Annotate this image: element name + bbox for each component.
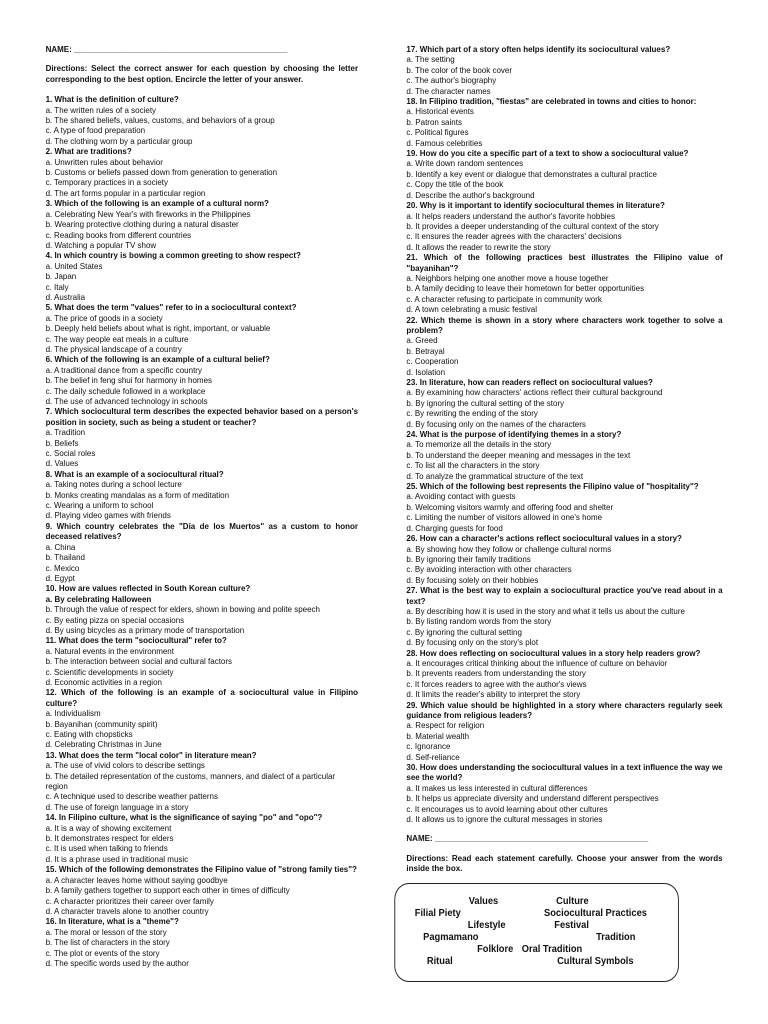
answer-option: a. The price of goods in a society (45, 312, 163, 323)
answer-option: d. Isolation (406, 366, 446, 377)
question-text: 27. What is the best way to explain a sociocultural practice you've read about in a text? (406, 585, 723, 606)
question-block (406, 252, 722, 314)
answer-option: d. Celebrating Christmas in June (45, 739, 162, 750)
answer-option: d. Watching a popular TV show (45, 239, 157, 250)
answer-option: b. A family deciding to leave their hometown for better opportunities (406, 283, 645, 294)
question-block (46, 354, 358, 406)
question-block (46, 750, 358, 812)
answer-option: b. A family gathers together to support each other in times of difficulty (45, 885, 290, 896)
answer-option: c. It forces readers to agree with the author's views (406, 678, 587, 689)
question-block (46, 250, 358, 302)
question-block (406, 429, 722, 481)
answer-option: c. Mexico (45, 562, 80, 573)
answer-option: b. By listing random words from the story (406, 616, 552, 627)
answer-option: a. It encourages critical thinking about the influence of culture on behavior (406, 657, 668, 668)
answer-option: d. It is a phrase used in traditional music (45, 853, 189, 864)
answer-option: d. Describe the author's background (406, 189, 535, 200)
answer-option: c. By rewriting the ending of the story (406, 408, 538, 419)
question-block (46, 146, 358, 198)
question-text: 15. Which of the following demonstrates the Filipino value of "strong family ties"? (45, 864, 357, 875)
question-text: 26. How can a character's actions reflect sociocultural values in a story? (406, 533, 682, 544)
answer-option: c. Wearing a uniform to school (45, 500, 154, 511)
answer-option: d. Self-reliance (406, 751, 460, 762)
answer-option: a. To memorize all the details in the story (406, 439, 552, 450)
question-list-right (406, 44, 722, 824)
question-text: 18. In Filipino tradition, "fiestas" are celebrated in towns and cities to honor: (406, 96, 697, 107)
question-text: 25. Which of the following best represents the Filipino value of "hospitality"? (406, 481, 699, 492)
answer-option: c. Ignorance (406, 741, 451, 752)
answer-option: c. Temporary practices in a society (45, 177, 169, 188)
question-text: 7. Which sociocultural term describes the expected behavior based on a person's position in society, such as being a student or teacher? (45, 406, 359, 427)
answer-option: a. By showing how they follow or challenge cultural norms (406, 543, 612, 554)
question-block (406, 148, 722, 200)
word-box-item: Values (468, 896, 499, 907)
answer-option: d. By using bicycles as a primary mode of transportation (45, 624, 245, 635)
answer-option: c. By ignoring the cultural setting (406, 626, 522, 637)
answer-option: a. It is a way of showing excitement (45, 822, 172, 833)
answer-option: c. A character refusing to participate in community work (406, 293, 602, 304)
question-block (46, 406, 358, 468)
question-text: 19. How do you cite a specific part of a text to show a sociocultural value? (406, 148, 689, 159)
answer-option: b. Monks creating mandalas as a form of meditation (45, 489, 230, 500)
answer-option: d. It allows us to ignore the cultural messages in stories (406, 814, 603, 825)
answer-option: a. Unwritten rules about behavior (45, 156, 163, 167)
question-text: 5. What does the term "values" refer to in a sociocultural context? (45, 302, 297, 313)
answer-option: d. Values (45, 458, 79, 469)
answer-option: a. Celebrating New Year's with fireworks in the Philippines (45, 208, 251, 219)
answer-option: c. The author's biography (406, 75, 497, 86)
word-box-item: Filial Piety (414, 908, 461, 919)
answer-option: a. By examining how characters' actions reflect their cultural background (406, 387, 663, 398)
question-block (46, 687, 358, 749)
question-text: 21. Which of the following practices best illustrates the Filipino value of "bayanihan"? (406, 252, 723, 273)
answer-option: a. Tradition (45, 427, 86, 438)
answer-option: c. Social roles (45, 448, 96, 459)
answer-option: b. To understand the deeper meaning and messages in the text (406, 449, 631, 460)
answer-option: d. It allows the reader to rewrite the story (406, 241, 551, 252)
answer-option: b. Customs or beliefs passed down from generation to generation (45, 167, 278, 178)
question-text: 10. How are values reflected in South Korean culture? (45, 583, 251, 594)
answer-option: a. The setting (406, 54, 455, 65)
answer-option: c. Scientific developments in society (45, 666, 174, 677)
question-text: 29. Which value should be highlighted in a story where characters regularly seek guidance from religious leaders? (406, 699, 723, 720)
question-block (46, 812, 358, 864)
answer-option: d. Economic activities in a region (45, 676, 162, 687)
question-block (46, 302, 358, 354)
question-text: 9. Which country celebrates the "Día de los Muertos" as a custom to honor deceased relatives? (45, 520, 359, 542)
answer-option: b. Welcoming visitors warmly and offering food and shelter (406, 501, 614, 512)
answer-option: a. By describing how it is used in the story and what it tells us about the culture (406, 605, 685, 616)
question-list-left (46, 94, 358, 968)
directions-text-2: Directions: Read each statement carefully. Choose your answer from the words inside the box. (406, 852, 723, 874)
question-block (406, 648, 722, 700)
answer-option: a. The use of vivid colors to describe settings (45, 760, 205, 771)
answer-option: b. It provides a deeper understanding of the cultural context of the story (406, 220, 659, 231)
answer-option: c. It is used when talking to friends (45, 843, 168, 854)
answer-option: b. Beliefs (45, 437, 79, 448)
answer-option: d. By focusing only on the names of the characters (406, 418, 586, 429)
answer-option: a. A character leaves home without saying goodbye (45, 874, 228, 885)
answer-option: d. By focusing solely on their hobbies (406, 574, 539, 585)
answer-option: c. Cooperation (406, 356, 459, 367)
answer-option: a. Historical events (406, 106, 474, 117)
answer-option: b. By ignoring the cultural setting of the story (406, 397, 565, 408)
word-box-item: Folklore (477, 944, 514, 955)
answer-option: a. Natural events in the environment (45, 645, 174, 656)
word-box-item: Cultural Symbols (557, 956, 634, 967)
answer-option: c. Italy (45, 281, 69, 292)
question-text: 13. What does the term "local color" in literature mean? (45, 749, 257, 760)
answer-option: b. It helps us appreciate diversity and understand different perspectives (406, 793, 659, 804)
answer-option: b. Patron saints (406, 116, 462, 127)
answer-option: c. A character prioritizes their career over family (45, 895, 214, 906)
question-text: 24. What is the purpose of identifying themes in a story? (406, 429, 622, 440)
question-block (406, 315, 722, 377)
answer-option: c. Limiting the number of visitors allowed in one's home (406, 512, 603, 523)
left-column (46, 44, 358, 968)
word-box-item: Pagmamano (423, 932, 479, 943)
answer-option: d. A character travels alone to another country (45, 905, 209, 916)
word-box-item: Oral Tradition (521, 944, 583, 955)
question-block (406, 200, 722, 252)
answer-option: d. Playing video games with friends (45, 510, 171, 521)
question-text: 2. What are traditions? (45, 146, 132, 157)
answer-option: c. It ensures the reader agrees with the characters' decisions (406, 231, 622, 242)
question-block (406, 481, 722, 533)
answer-option: d. The clothing worn by a particular group (45, 135, 193, 146)
answer-option: b. The color of the book cover (406, 64, 513, 75)
answer-option: a. Neighbors helping one another move a house together (406, 272, 609, 283)
question-text: 22. Which theme is shown in a story where characters work together to solve a problem? (406, 314, 723, 335)
answer-option: d. A town celebrating a music festival (406, 304, 538, 315)
answer-option: c. Eating with chopsticks (45, 729, 133, 739)
answer-option: b. The interaction between social and cultural factors (45, 656, 233, 667)
answer-option: d. The use of advanced technology in schools (45, 396, 208, 406)
answer-option: b. Japan (45, 271, 77, 282)
answer-option: a. The moral or lesson of the story (45, 926, 167, 937)
word-box-item: Tradition (596, 932, 636, 943)
answer-option: b. By ignoring their family traditions (406, 553, 531, 564)
directions-text: Directions: Select the correct answer for each question by choosing the letter corresponding to the best option. Encircle the letter of your answer. (45, 63, 359, 84)
answer-option: a. It makes us less interested in cultural differences (406, 782, 588, 793)
question-block (46, 198, 358, 250)
answer-option: d. By focusing only on the story's plot (406, 637, 539, 648)
answer-option: c. The daily schedule followed in a workplace (45, 385, 206, 396)
question-text: 4. In which country is bowing a common greeting to show respect? (45, 250, 301, 261)
question-text: 11. What does the term "sociocultural" refer to? (45, 635, 227, 646)
answer-option: a. China (45, 541, 76, 552)
answer-option: b. Deeply held beliefs about what is right, important, or valuable (45, 323, 271, 334)
name-line: NAME: ________________________________________________ (45, 44, 288, 54)
answer-option: a. It helps readers understand the author's favorite hobbies (406, 210, 615, 221)
answer-option: c. The way people eat meals in a culture (45, 333, 189, 344)
question-block (46, 635, 358, 687)
answer-option: a. United States (45, 260, 103, 271)
answer-option: c. By avoiding interaction with other characters (406, 564, 572, 575)
question-block (406, 44, 722, 96)
answer-option: d. Australia (45, 291, 86, 302)
answer-option: c. A technique used to describe weather patterns (45, 791, 218, 802)
question-text: 30. How does understanding the sociocultural values in a text influence the way we see the world? (406, 762, 723, 783)
word-box-item: Culture (556, 896, 589, 907)
question-text: 23. In literature, how can readers reflect on sociocultural values? (406, 377, 653, 387)
answer-option: b. The belief in feng shui for harmony in homes (45, 375, 213, 386)
answer-option: d. The physical landscape of a country (45, 343, 182, 354)
answer-option: a. Avoiding contact with guests (406, 491, 516, 502)
answer-option: b. The list of characters in the story (45, 937, 170, 948)
question-block (406, 700, 722, 762)
answer-option: b. Thailand (45, 552, 85, 563)
word-box (394, 883, 679, 982)
answer-option: a. Individualism (45, 708, 101, 719)
answer-option: a. Respect for religion (406, 720, 485, 731)
answer-option: a. A traditional dance from a specific country (45, 364, 202, 375)
question-block (46, 521, 358, 583)
question-text: 6. Which of the following is an example of a cultural belief? (45, 354, 270, 365)
question-text: 8. What is an example of a sociocultural ritual? (45, 468, 224, 479)
word-box-item: Sociocultural Practices (544, 908, 647, 919)
answer-option: b. It prevents readers from understanding the story (406, 668, 586, 679)
answer-option: b. Through the value of respect for elders, shown in bowing and polite speech (45, 604, 321, 615)
answer-option: c. A type of food preparation (45, 125, 146, 136)
question-text: 28. How does reflecting on sociocultural values in a story help readers grow? (406, 647, 701, 658)
answer-option: c. It encourages us to avoid learning about other cultures (406, 803, 608, 814)
answer-option: b. The detailed representation of the customs, manners, and dialect of a particular region (45, 770, 336, 792)
answer-option: b. Wearing protective clothing during a natural disaster (45, 219, 239, 230)
question-text: 16. In literature, what is a "theme"? (45, 916, 179, 927)
question-block (46, 94, 358, 146)
answer-option: c. Copy the title of the book (406, 179, 504, 190)
answer-option: d. Famous celebrities (406, 137, 483, 148)
answer-option: b. Bayanihan (community spirit) (45, 718, 158, 729)
question-block (46, 583, 358, 635)
answer-option: a. Write down random sentences (406, 158, 524, 169)
answer-option: d. The use of foreign language in a story (45, 801, 189, 812)
question-text: 1. What is the definition of culture? (45, 94, 179, 105)
question-block (406, 533, 722, 585)
answer-option: d. Charging guests for food (406, 522, 503, 533)
answer-option: d. The specific words used by the author (45, 957, 189, 968)
answer-option: d. It limits the reader's ability to interpret the story (406, 689, 581, 700)
answer-option: b. Betrayal (406, 345, 445, 356)
answer-option: c. The plot or events of the story (45, 947, 160, 958)
question-text: 20. Why is it important to identify sociocultural themes in literature? (406, 200, 665, 211)
question-text: 14. In Filipino culture, what is the significance of saying "po" and "opo"? (45, 812, 323, 823)
answer-option: d. To analyze the grammatical structure of the text (406, 470, 584, 481)
answer-option: a. Taking notes during a school lecture (45, 479, 182, 490)
answer-option: d. Egypt (45, 572, 75, 583)
question-text: 3. Which of the following is an example of a cultural norm? (45, 198, 269, 209)
answer-option: c. Reading books from different countries (45, 229, 192, 240)
question-block (406, 762, 722, 824)
word-box-item: Lifestyle (467, 920, 506, 931)
answer-option: b. The shared beliefs, values, customs, and behaviors of a group (45, 115, 275, 126)
question-text: 12. Which of the following is an example of a sociocultural value in Filipino culture? (45, 687, 359, 708)
answer-option: a. Greed (406, 335, 438, 346)
word-box-item: Ritual (426, 956, 453, 967)
word-box-item: Festival (554, 920, 589, 931)
answer-option: c. By eating pizza on special occasions (45, 614, 185, 625)
question-text: 17. Which part of a story often helps identify its sociocultural values? (406, 44, 671, 54)
answer-option: d. The art forms popular in a particular region (45, 187, 206, 198)
question-block (406, 377, 722, 429)
answer-option: b. Identify a key event or dialogue that demonstrates a cultural practice (406, 168, 657, 179)
answer-option: c. To list all the characters in the story (406, 460, 540, 471)
answer-option: d. The character names (406, 85, 491, 96)
answer-option: b. It demonstrates respect for elders (45, 833, 174, 844)
name-line-2: NAME: ________________________________________________ (406, 833, 649, 844)
question-block (406, 96, 722, 148)
answer-option: a. By celebrating Halloween (45, 593, 152, 604)
question-block (46, 916, 358, 968)
question-block (46, 864, 358, 916)
answer-option: b. Material wealth (406, 730, 470, 741)
right-column (406, 44, 722, 884)
question-block (406, 585, 722, 647)
answer-option: a. The written rules of a society (45, 104, 157, 115)
question-block (46, 469, 358, 521)
answer-option: c. Political figures (406, 127, 469, 138)
